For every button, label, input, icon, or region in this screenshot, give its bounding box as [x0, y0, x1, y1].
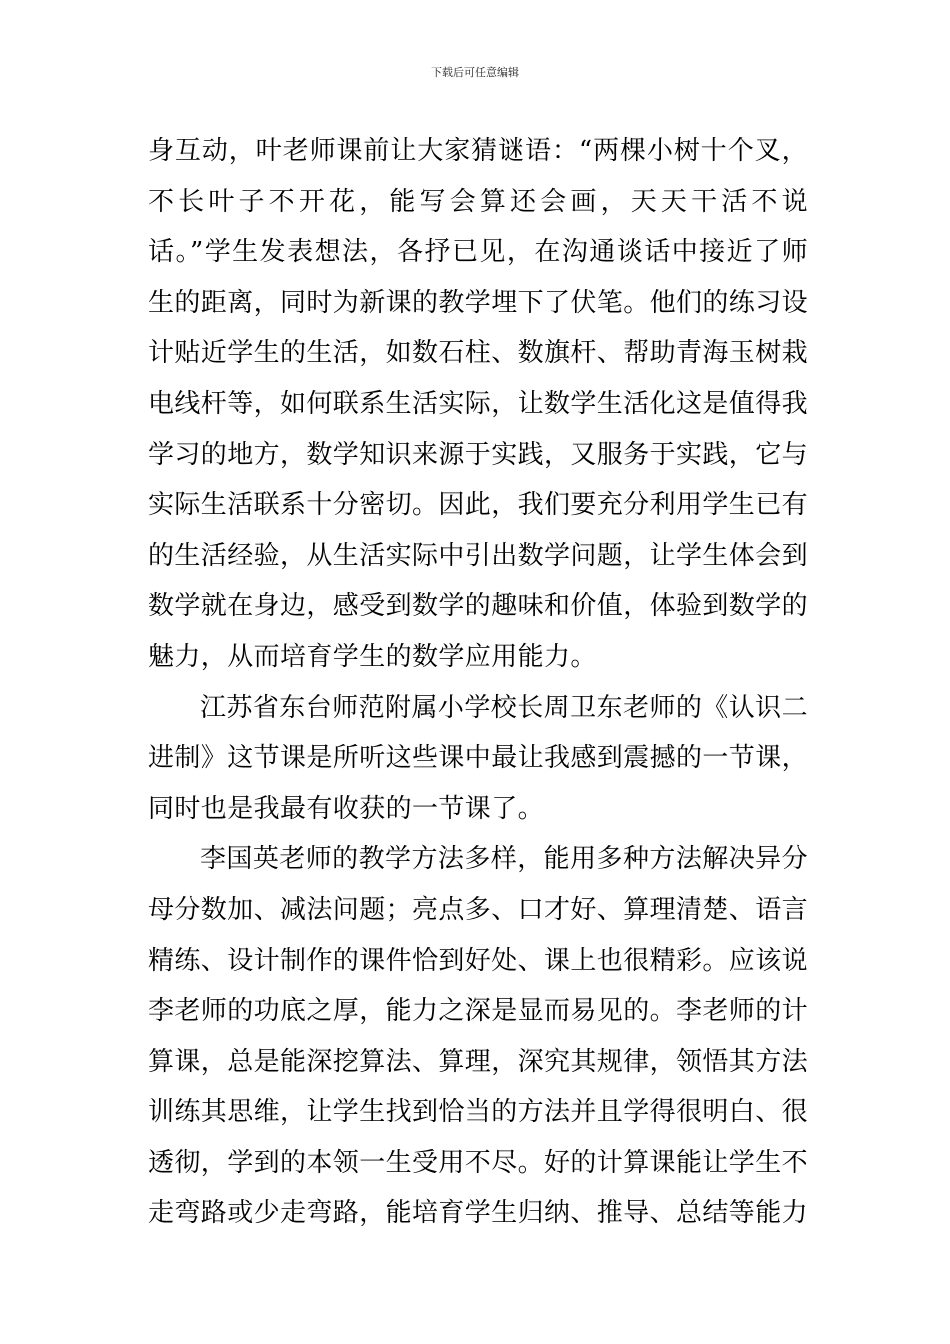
page-header: 下载后可任意编辑	[431, 66, 519, 79]
paragraph-3: 李国英老师的教学方法多样，能用多种方法解决异分母分数加、减法问题；亮点多、口才好、算理清楚、语言精练、设计制作的课件恰到好处、课上也很精彩。应该说李老师的功底之厚，能力之深是显而易见的。李老师的计算课，总是能深挖算法、算理，深究其规律，领悟其方法训练其思维，让学生找到恰当的方法并且学得很明白、很透彻，学到的本领一生受用不尽。好的计算课能让学生不走弯路或少走弯路，能培育学生归纳、推导、总结等能力	[148, 844, 809, 1229]
paragraph-1: 身互动，叶老师课前让大家猜谜语：“两棵小树十个叉，不长叶子不开花，能写会算还会画，天天干活不说话。”学生发表想法，各抒已见，在沟通谈话中接近了师生的距离，同时为新课的教学埋下了伏笔。他们的练习设计贴近学生的生活，如数石柱、数旗杆、帮助青海玉树栽电线杆等，如何联系生活实际，让数学生活化这是值得我学习的地方，数学知识来源于实践，又服务于实践，它与实际生活联系十分密切。因此，我们要充分利用学生已有的生活经验，从生活实际中引出数学问题，让学生体会到数学就在身边，感受到数学的趣味和价值，体验到数学的魅力，从而培育学生的数学应用能力。	[148, 136, 809, 672]
document-body	[148, 126, 808, 1239]
paragraph-2: 江苏省东台师范附属小学校长周卫东老师的《认识二进制》这节课是所听这些课中最让我感到震撼的一节课，同时也是我最有收获的一节课了。	[148, 692, 809, 824]
